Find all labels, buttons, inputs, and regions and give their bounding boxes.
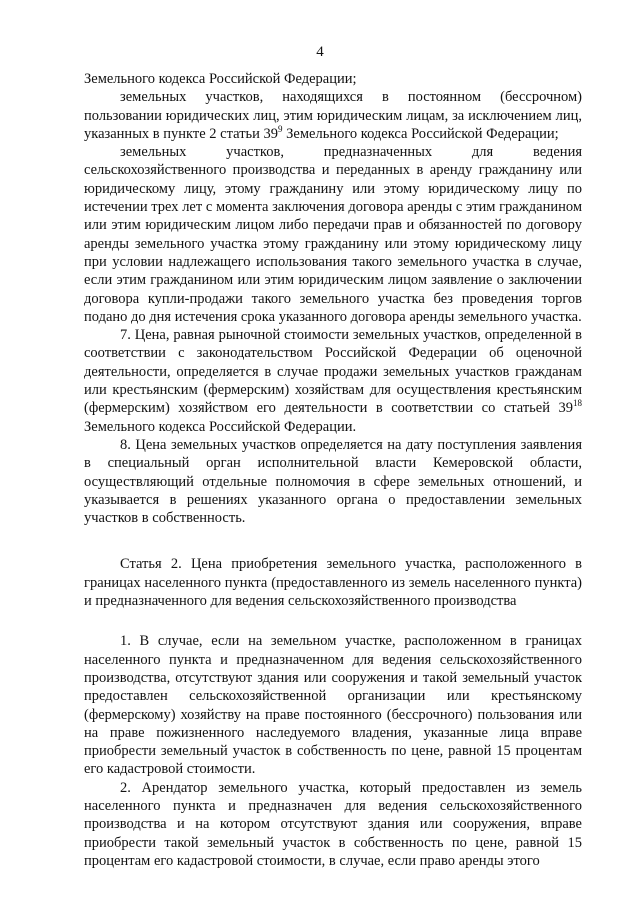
paragraph-permanent-use: земельных участков, находящихся в постоянном (бессрочном) пользовании юридических лиц, этим юридическим лицам, за исключением лиц, указанных в пункте 2 статьи $39^9$ Земельного кодекса Российской Федерации; xyxy=(84,89,582,142)
page-number: 4 xyxy=(316,44,324,60)
paragraph-item-7: 7. Цена, равная рыночной стоимости земельных участков, определенной в соответствии с законодательством Российской Федерации об оценочной деятельности, определяется в случае продажи земельных участков гражданам или крестьянским (фермерским) хозяйствам для осуществления крестьянским (фермерским) хозяйством его деятельности в соответствии со статьей $39^{18}$ Земельного кодекса Российской Федерации. xyxy=(84,327,582,435)
superscript: 9 xyxy=(278,123,283,134)
article-2-item-1: 1. В случае, если на земельном участке, расположенном в границах населенного пункта и предназначенном для ведения сельскохозяйственного производства, отсутствуют здания или сооружения и такой земельный участок предоставлен сельскохозяйственной организации или крестьянскому (фермерскому) хозяйству на праве постоянного (бессрочного) пользования или на праве пожизненного наследуемого владения, указанные лица вправе приобрести земельный участок в собственность по цене, равной 15 процентам его кадастровой стоимости. xyxy=(84,633,582,778)
paragraph-item-8: 8. Цена земельных участков определяется на дату поступления заявления в специальный орган исполнительной власти Кемеровской области, осуществляющий отдельные полномочия в сфере земельных отношений, и указывается в решениях указанного органа о предоставлении земельных участков в собственность. xyxy=(84,436,582,527)
document-body xyxy=(84,70,582,870)
article-2-item-2: 2. Арендатор земельного участка, который предоставлен из земель населенного пункта и предназначен для ведения сельскохозяйственного производства и на котором отсутствуют здания или сооружения, вправе приобрести такой земельный участок в собственность по цене, равной 15 процентам его кадастровой стоимости, в случае, если право аренды этого xyxy=(84,779,582,869)
superscript: 18 xyxy=(573,398,582,409)
paragraph-agricultural-lease: земельных участков, предназначенных для ведения сельскохозяйственного производства и переданных в аренду гражданину или юридическому лицу, этому гражданину или этому юридическому лицу по истечении трех лет с момента заключения договора аренды с этим гражданином или этим юридическим лицом либо передачи прав и обязанностей по договору аренды земельного участка этому гражданину или этому юридическому лицу при условии надлежащего использования такого земельного участка в случае, если этим гражданином или этим юридическим лицом заявление о заключении договора купли-продажи такого земельного участка без проведения торгов подано до дня истечения срока указанного договора аренды земельного участка. xyxy=(84,144,582,325)
article-2-heading: Статья 2. Цена приобретения земельного участка, расположенного в границах населенного пункта (предоставленного из земель населенного пункта) и предназначенного для ведения сельскохозяйственного производства xyxy=(84,556,582,610)
paragraph-code-reference: Земельного кодекса Российской Федерации; xyxy=(84,71,357,87)
